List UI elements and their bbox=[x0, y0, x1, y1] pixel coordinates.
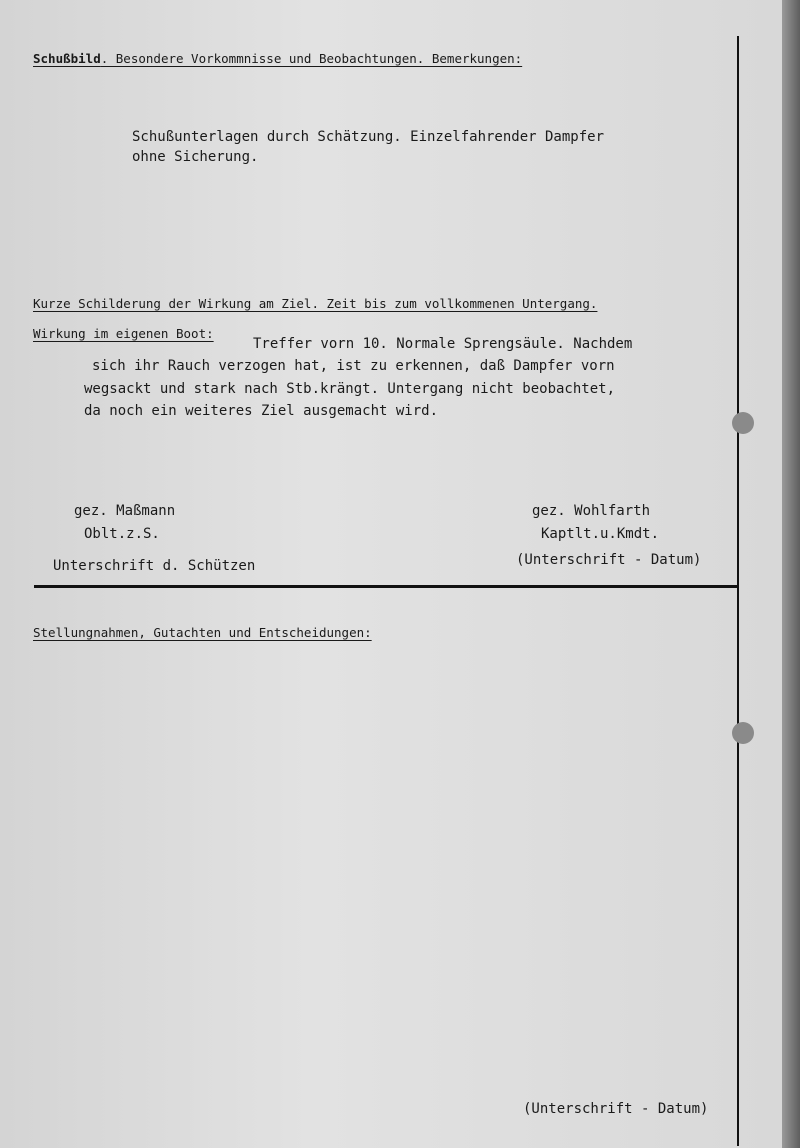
effect-line-1: Treffer vorn 10. Normale Sprengsäule. Nachdem bbox=[253, 336, 633, 352]
page-edge bbox=[782, 0, 800, 1148]
effect-line-3: wegsackt und stark nach Stb.krängt. Untergang nicht beobachtet, bbox=[84, 381, 616, 397]
remarks-line-1: Schußunterlagen durch Schätzung. Einzelfahrender Dampfer bbox=[132, 129, 605, 145]
section-header-effect: Kurze Schilderung der Wirkung am Ziel. Zeit bis zum vollkommenen Untergang. bbox=[33, 296, 598, 311]
signature-left-rank: Oblt.z.S. bbox=[84, 526, 160, 542]
signature-right-name: gez. Wohlfarth bbox=[532, 503, 651, 519]
remarks-line-2: ohne Sicherung. bbox=[132, 149, 259, 165]
section-header-remarks bbox=[33, 51, 522, 66]
signature-right-rank: Kaptlt.u.Kmdt. bbox=[541, 526, 660, 542]
remarks-header-text: . Besondere Vorkommnisse und Beobachtungen. Bemerkungen: bbox=[100, 51, 523, 66]
signature-left-label: Unterschrift d. Schützen bbox=[53, 558, 256, 574]
signature-left-name: gez. Maßmann bbox=[74, 503, 176, 519]
punch-hole-upper bbox=[732, 412, 754, 434]
signature-right-label: (Unterschrift - Datum) bbox=[516, 552, 702, 568]
effect-line-2: sich ihr Rauch verzogen hat, ist zu erkennen, daß Dampfer vorn bbox=[92, 358, 615, 374]
section-header-statements: Stellungnahmen, Gutachten und Entscheidungen: bbox=[33, 625, 372, 640]
footer-signature-label: (Unterschrift - Datum) bbox=[523, 1101, 709, 1117]
schussbild-label: Schußbild bbox=[33, 51, 101, 66]
right-margin-rule bbox=[737, 36, 739, 1146]
effect-line-4: da noch ein weiteres Ziel ausgemacht wird. bbox=[84, 403, 439, 419]
own-boat-header: Wirkung im eigenen Boot: bbox=[33, 326, 214, 341]
punch-hole-lower bbox=[732, 722, 754, 744]
section-separator bbox=[34, 585, 738, 588]
